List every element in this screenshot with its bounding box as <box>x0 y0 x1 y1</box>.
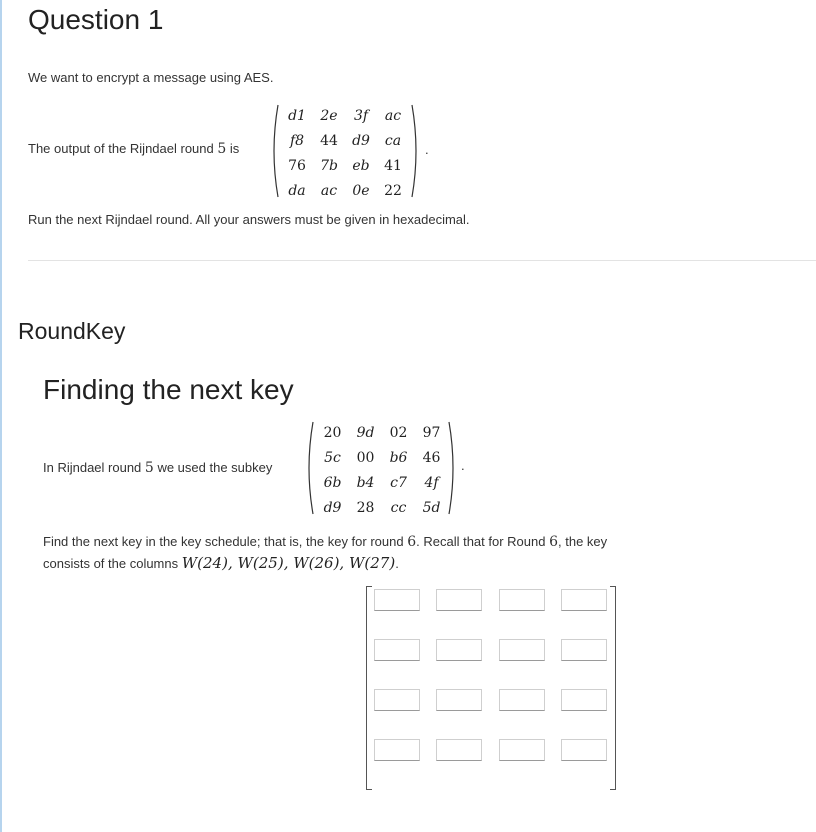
matrix-cell: 7b <box>320 157 338 174</box>
subkey-matrix <box>303 420 461 516</box>
answer-input-r2-c1[interactable] <box>374 639 420 661</box>
subkey-label-prefix: In Rijndael round <box>43 460 145 475</box>
output-label-suffix: is <box>226 141 240 156</box>
find-instruction <box>43 531 607 574</box>
right-paren-icon <box>447 420 459 516</box>
state-matrix-period: . <box>425 142 429 157</box>
matrix-cell: 4f <box>424 474 439 491</box>
answer-input-r2-c3[interactable] <box>499 639 545 661</box>
output-label-round: 5 <box>217 141 227 157</box>
roundkey-subtitle: Finding the next key <box>43 374 294 405</box>
state-matrix-table <box>281 103 409 203</box>
matrix-cell: 5d <box>422 499 441 516</box>
matrix-cell: c7 <box>390 474 407 491</box>
matrix-cell: 5c <box>324 449 341 466</box>
answer-input-r3-c3[interactable] <box>499 689 545 711</box>
find-suffix: , the key <box>558 534 608 549</box>
left-paren-icon <box>303 420 315 516</box>
find-prefix: Find the next key in the key schedule; that is, the key for round <box>43 534 408 549</box>
left-accent-rule <box>0 0 2 832</box>
matrix-row <box>281 103 409 128</box>
matrix-cell: d9 <box>352 132 370 149</box>
answer-input-r2-c2[interactable] <box>436 639 482 661</box>
matrix-row <box>281 178 409 203</box>
matrix-cell: ca <box>384 132 402 149</box>
answer-input-r4-c4[interactable] <box>561 739 607 761</box>
matrix-row <box>316 495 448 520</box>
answer-input-r3-c4[interactable] <box>561 689 607 711</box>
output-label-prefix: The output of the Rijndael round <box>28 141 218 156</box>
subkey-label-suffix: we used the subkey <box>153 460 273 475</box>
matrix-cell: 3f <box>353 107 369 124</box>
matrix-cell: 00 <box>356 449 375 466</box>
intro-text: We want to encrypt a message using AES. <box>28 70 274 85</box>
matrix-cell: 97 <box>422 424 441 441</box>
answer-matrix <box>366 586 616 788</box>
answer-matrix-left-bracket <box>366 586 372 790</box>
matrix-row <box>316 445 448 470</box>
matrix-cell: d9 <box>323 499 342 516</box>
answer-input-r2-c4[interactable] <box>561 639 607 661</box>
answer-input-r1-c3[interactable] <box>499 589 545 611</box>
matrix-cell: 20 <box>323 424 342 441</box>
subkey-matrix-table <box>316 420 448 520</box>
find-mid: . Recall that for Round <box>416 534 550 549</box>
matrix-cell: da <box>288 182 306 199</box>
answer-input-r4-c1[interactable] <box>374 739 420 761</box>
subkey-label-round: 5 <box>144 460 154 476</box>
consists-prefix: consists of the columns <box>43 556 182 571</box>
state-matrix <box>268 103 424 199</box>
matrix-row <box>316 420 448 445</box>
answer-input-r1-c4[interactable] <box>561 589 607 611</box>
consists-suffix: . <box>395 556 399 571</box>
matrix-cell: 2e <box>320 107 338 124</box>
answer-input-r3-c1[interactable] <box>374 689 420 711</box>
right-paren-icon <box>410 103 422 199</box>
matrix-cell: 28 <box>356 499 375 516</box>
matrix-cell: 76 <box>288 157 306 174</box>
find-round: 6 <box>407 534 417 550</box>
question-title: Question 1 <box>28 4 164 35</box>
matrix-cell: 02 <box>389 424 408 441</box>
columns-formula: W(24), W(25), W(26), W(27) <box>181 554 396 572</box>
matrix-cell: b6 <box>389 449 408 466</box>
matrix-row <box>316 470 448 495</box>
subkey-matrix-period: . <box>461 458 465 473</box>
matrix-cell: 0e <box>352 182 370 199</box>
matrix-cell: 6b <box>323 474 342 491</box>
matrix-cell: f8 <box>289 132 305 149</box>
matrix-row <box>281 153 409 178</box>
matrix-cell: 9d <box>356 424 375 441</box>
subkey-label <box>43 460 272 476</box>
section-divider <box>28 260 816 261</box>
matrix-cell: ac <box>384 107 402 124</box>
left-paren-icon <box>268 103 280 199</box>
answer-input-r4-c2[interactable] <box>436 739 482 761</box>
answer-input-r1-c1[interactable] <box>374 589 420 611</box>
matrix-cell: ac <box>320 182 338 199</box>
output-label <box>28 141 239 157</box>
matrix-cell: 22 <box>384 182 402 199</box>
matrix-row <box>281 128 409 153</box>
instruction-text: Run the next Rijndael round. All your answers must be given in hexadecimal. <box>28 212 470 227</box>
matrix-cell: 41 <box>384 157 402 174</box>
find-round2: 6 <box>549 534 559 550</box>
answer-input-r4-c3[interactable] <box>499 739 545 761</box>
matrix-cell: b4 <box>356 474 375 491</box>
answer-input-r1-c2[interactable] <box>436 589 482 611</box>
answer-matrix-right-bracket <box>610 586 616 790</box>
answer-input-r3-c2[interactable] <box>436 689 482 711</box>
matrix-cell: cc <box>390 499 407 516</box>
roundkey-section-title: RoundKey <box>18 318 126 344</box>
matrix-cell: 46 <box>422 449 441 466</box>
matrix-cell: eb <box>352 157 370 174</box>
matrix-cell: 44 <box>320 132 338 149</box>
matrix-cell: d1 <box>288 107 306 124</box>
